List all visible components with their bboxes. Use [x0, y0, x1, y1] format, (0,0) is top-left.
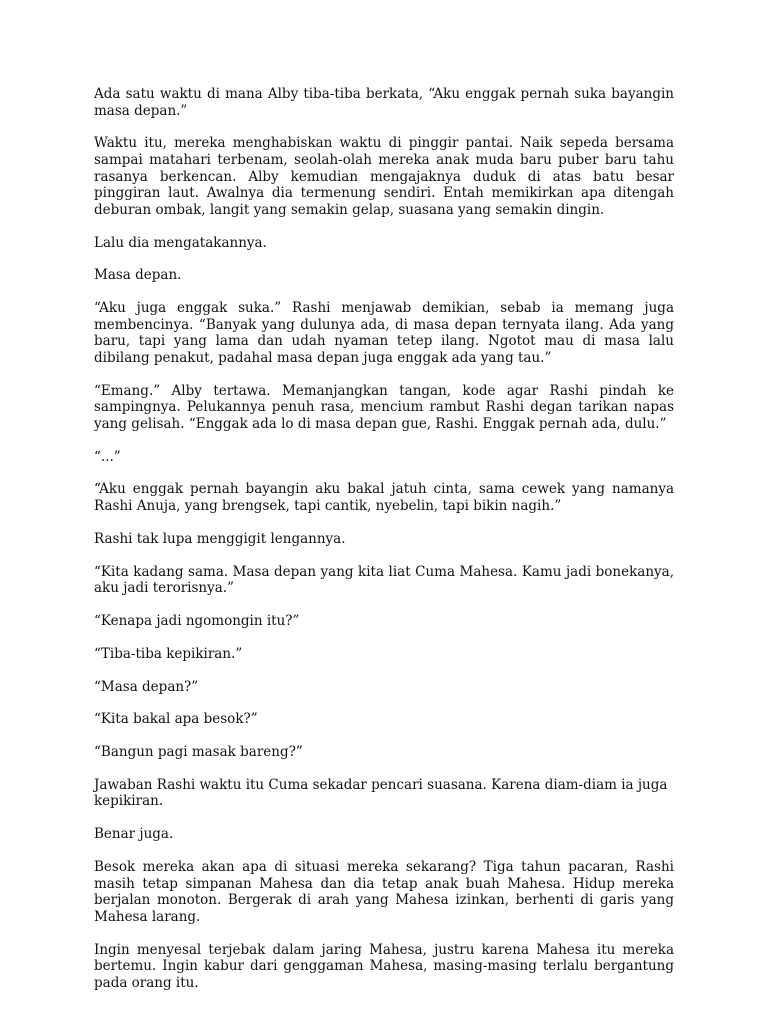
- paragraph-4: Masa depan.: [94, 267, 182, 284]
- paragraph-13: “Masa depan?”: [94, 678, 199, 695]
- paragraph-7: “...”: [94, 448, 121, 465]
- paragraph-18: Besok mereka akan apa di situasi mereka sekarang? Tiga tahun pacaran, Rashi masih tetap simpanan Mahesa dan dia tetap anak buah Mahesa. Hidup mereka berjalan monoton. Bergerak di arah yang Mahesa izinkan, berhenti di garis yang Mahesa larang.: [94, 859, 674, 925]
- paragraph-6: “Emang.” Alby tertawa. Memanjangkan tangan, kode agar Rashi pindah ke sampingnya. Pelukannya penuh rasa, mencium rambut Rashi degan tarikan napas yang gelisah. “Enggak ada lo di masa depan gue, Rashi. Enggak pernah ada, dulu.”: [94, 382, 674, 432]
- paragraph-3: Lalu dia mengatakannya.: [94, 234, 267, 251]
- paragraph-9: Rashi tak lupa menggigit lengannya.: [94, 530, 346, 547]
- paragraph-19: Ingin menyesal terjebak dalam jaring Mahesa, justru karena Mahesa itu mereka bertemu. Ingin kabur dari genggaman Mahesa, masing-masing terlalu bergantung pada orang itu.: [94, 941, 674, 991]
- paragraph-16: Jawaban Rashi waktu itu Cuma sekadar pencari suasana. Karena diam-diam ia juga kepikiran.: [94, 776, 668, 810]
- paragraph-5: “Aku juga enggak suka.” Rashi menjawab demikian, sebab ia memang juga membencinya. “Banyak yang dulunya ada, di masa depan ternyata ilang. Ada yang baru, tapi yang lama dan udah nyaman tetep ilang. Ngotot mau di masa lalu dibilang penakut, padahal masa depan juga enggak ada yang tau.”: [94, 300, 674, 366]
- paragraph-1: Ada satu waktu di mana Alby tiba-tiba berkata, “Aku enggak pernah suka bayangin masa depan.”: [94, 86, 674, 119]
- paragraph-17: Benar juga.: [94, 826, 174, 843]
- paragraph-14: “Kita bakal apa besok?”: [94, 711, 258, 728]
- paragraph-8: “Aku enggak pernah bayangin aku bakal jatuh cinta, sama cewek yang namanya Rashi Anuja, yang brengsek, tapi cantik, nyebelin, tapi bikin nagih.”: [94, 481, 674, 514]
- paragraph-12: “Tiba-tiba kepikiran.”: [94, 645, 243, 662]
- paragraph-15: “Bangun pagi masak bareng?”: [94, 744, 303, 761]
- paragraph-11: “Kenapa jadi ngomongin itu?”: [94, 612, 300, 629]
- paragraph-2: Waktu itu, mereka menghabiskan waktu di pinggir pantai. Naik sepeda bersama sampai matahari terbenam, seolah-olah mereka anak muda baru puber baru tahu rasanya berkencan. Alby kemudian mengajaknya duduk di atas batu besar pinggiran laut. Awalnya dia termenung sendiri. Entah memikirkan apa ditengah deburan ombak, langit yang semakin gelap, suasana yang semakin dingin.: [94, 135, 674, 218]
- paragraph-10: “Kita kadang sama. Masa depan yang kita liat Cuma Mahesa. Kamu jadi bonekanya, aku jadi terorisnya.”: [94, 563, 674, 597]
